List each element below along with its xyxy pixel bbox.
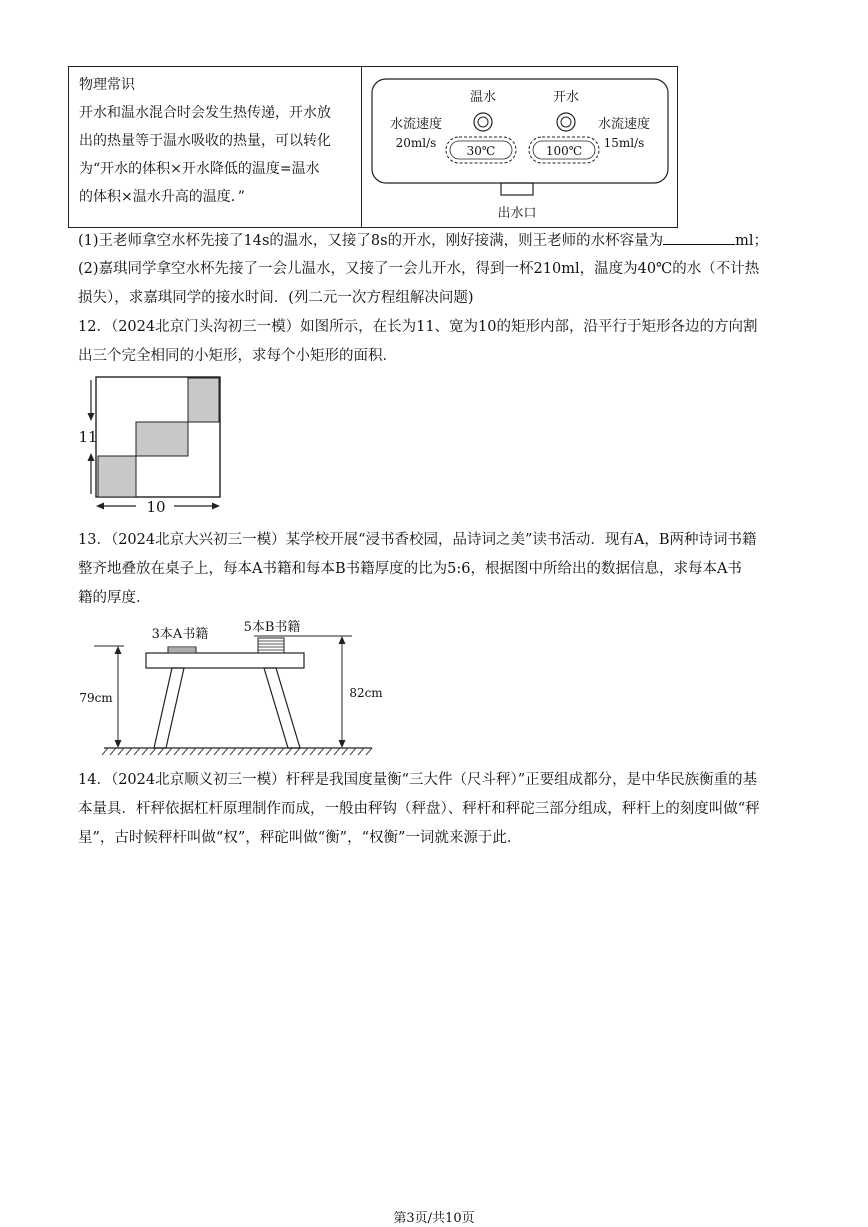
books-a-label: 3本A书籍 — [151, 627, 209, 642]
books-b-label: 5本B书籍 — [243, 620, 301, 635]
page-number: 第3页/共10页 — [393, 1211, 475, 1226]
q11-part1-text: (1)王老师拿空水杯先接了14s的温水，又接了8s的开水，刚好接满，则王老师的水杯容量为 — [78, 233, 664, 249]
height-label: 11 — [78, 428, 98, 446]
warm-tap-icon — [474, 113, 492, 131]
q13-line3: 籍的厚度． — [78, 590, 151, 606]
floor-hatching — [102, 748, 372, 755]
hot-temp-value: 100℃ — [545, 144, 583, 158]
arrowhead-icon — [115, 740, 122, 748]
q11-part1 — [78, 230, 790, 251]
physics-info-line: 开水和温水混合时会发生热传递，开水放 — [79, 105, 331, 121]
q14-line3: 星”，古时候秤杆叫做“权”，秤砣叫做“衡”，“权衡”一词就来源于此． — [78, 830, 522, 846]
q12-line1: 12．（2024北京门头沟初三一模）如图所示，在长为11、宽为10的矩形内部，沿平行于矩形各边的方向割 — [78, 319, 758, 335]
small-rectangle-3 — [188, 378, 219, 422]
book-stack-b — [258, 638, 284, 653]
left-speed-value: 20ml/s — [395, 136, 437, 150]
arrowhead-icon — [115, 646, 122, 654]
warm-temp-value: 30℃ — [466, 144, 496, 158]
outlet-label: 出水口 — [497, 206, 537, 221]
answer-blank — [663, 230, 735, 245]
right-speed-label: 水流速度 — [597, 117, 651, 132]
water-dispenser-diagram — [362, 67, 676, 227]
arrowhead-icon — [339, 740, 346, 748]
q12-line2: 出三个完全相同的小矩形，求每个小矩形的面积． — [78, 348, 397, 364]
hot-tap-inner-icon — [561, 117, 571, 127]
q14-line2: 本量具．杆秤依据杠杆原理制作而成，一般由秤钩（秤盘）、秤杆和秤砣三部分组成，秤杆上的刻度叫做“秤 — [78, 801, 760, 817]
arrowhead-icon — [339, 636, 346, 644]
right-speed-value: 15ml/s — [603, 136, 645, 150]
q11-part1-unit: ml； — [735, 233, 768, 249]
book-stack-a — [168, 647, 196, 653]
width-label: 10 — [146, 498, 166, 516]
q13-table-figure — [74, 614, 394, 760]
physics-info-text — [69, 67, 362, 227]
physics-info-table — [68, 66, 678, 228]
physics-info-line: 的体积×温水升高的温度．” — [79, 189, 245, 205]
table-top — [146, 653, 304, 668]
physics-info-line: 为“开水的体积×开水降低的温度=温水 — [79, 161, 320, 177]
small-rectangle-2 — [136, 422, 188, 456]
table-leg-right — [264, 668, 300, 748]
left-speed-label: 水流速度 — [389, 117, 443, 132]
small-rectangle-1 — [98, 456, 136, 497]
q13-line1: 13．（2024北京大兴初三一模）某学校开展“浸书香校园，品诗词之美”读书活动．现有A，B两种诗词书籍 — [78, 532, 757, 548]
outlet-spout — [501, 183, 533, 195]
q11-part2-line1: (2)嘉琪同学拿空水杯先接了一会儿温水，又接了一会儿开水，得到一杯210ml，温度为40℃的水（不计热 — [78, 261, 760, 277]
arrowhead-icon — [96, 503, 104, 510]
table-leg-left — [154, 668, 184, 748]
arrowhead-icon — [212, 503, 220, 510]
hot-tap-icon — [557, 113, 575, 131]
physics-info-line: 出的热量等于温水吸收的热量，可以转化 — [79, 133, 331, 149]
hot-water-label: 开水 — [552, 90, 580, 105]
q11-part2-line2: 损失），求嘉琪同学的接水时间．(列二元一次方程组解决问题) — [78, 290, 474, 306]
q13-line2: 整齐地叠放在桌子上，每本A书籍和每本B书籍厚度的比为5:6，根据图中所给出的数据信息，求每本A书 — [78, 561, 742, 577]
left-height-label: 79cm — [79, 691, 113, 705]
q14-line1: 14．（2024北京顺义初三一模）杆秤是我国度量衡“三大件（尺斗秤）”正要组成都分，是中华民族衡重的基 — [78, 772, 758, 788]
warm-tap-inner-icon — [478, 117, 488, 127]
q12-rectangle-figure — [74, 372, 234, 520]
right-height-label: 82cm — [349, 686, 383, 700]
physics-info-heading: 物理常识 — [79, 77, 135, 93]
arrowhead-icon — [88, 453, 95, 461]
arrowhead-icon — [88, 413, 95, 421]
warm-water-label: 温水 — [469, 90, 497, 105]
